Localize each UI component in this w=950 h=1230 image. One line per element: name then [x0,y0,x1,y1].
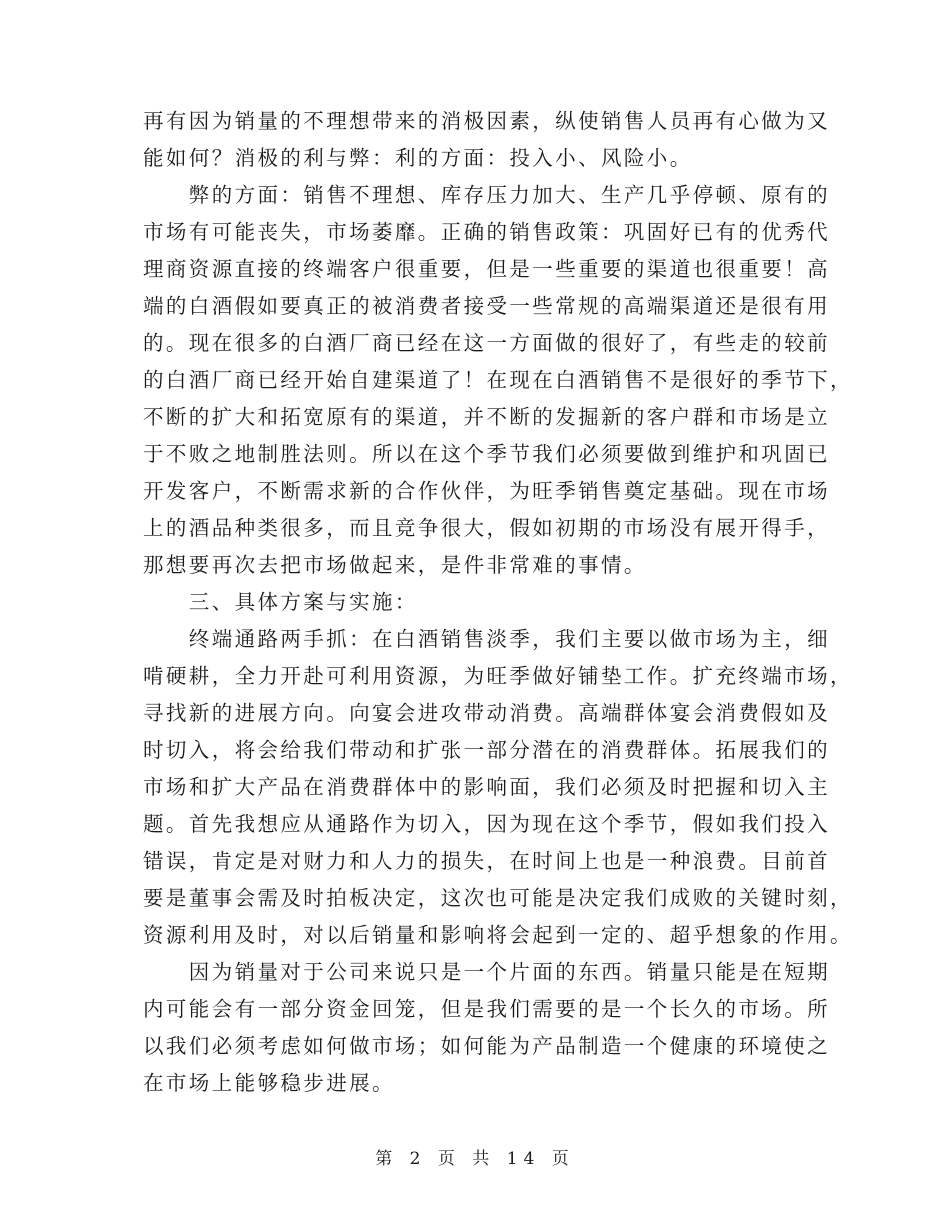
text-line: 终端通路两手抓：在白酒销售淡季，我们主要以做市场为主，细 [143,627,830,651]
text-line: 弊的方面：销售不理想、库存压力加大、生产几乎停顿、原有的 [143,183,830,207]
text-line: 的。现在很多的白酒厂商已经在这一方面做的很好了，有些走的较前 [143,331,830,355]
text-line: 理商资源直接的终端客户很重要，但是一些重要的渠道也很重要！高 [143,257,830,281]
text-line: 在市场上能够稳步进展。 [143,1071,395,1095]
page-number: 第 2 页 共 14 页 [375,1149,575,1169]
text-line: 市场有可能丧失，市场萎靡。正确的销售政策：巩固好已有的优秀代 [143,220,830,244]
text-line: 开发客户，不断需求新的合作伙伴，为旺季销售奠定基础。现在市场 [143,479,830,503]
text-line: 错误，肯定是对财力和人力的损失，在时间上也是一种浪费。目前首 [143,849,830,873]
text-line: 能如何？消极的利与弊：利的方面：投入小、风险小。 [143,146,693,170]
text-line: 不断的扩大和拓宽原有的渠道，并不断的发掘新的客户群和市场是立 [143,405,830,429]
body-text [143,103,853,1102]
text-line: 因为销量对于公司来说只是一个片面的东西。销量只能是在短期 [143,960,830,984]
text-line: 上的酒品种类很多，而且竞争很大，假如初期的市场没有展开得手， [143,516,830,540]
text-line: 那想要再次去把市场做起来，是件非常难的事情。 [143,553,647,577]
text-line: 市场和扩大产品在消费群体中的影响面，我们必须及时把握和切入主 [143,775,830,799]
text-line: 要是董事会需及时拍板决定，这次也可能是决定我们成败的关键时刻， [143,886,853,910]
text-line: 题。首先我想应从通路作为切入，因为现在这个季节，假如我们投入 [143,812,830,836]
section-heading: 三、具体方案与实施： [143,590,418,614]
text-line: 寻找新的进展方向。向宴会进攻带动消费。高端群体宴会消费假如及 [143,701,830,725]
text-line: 以我们必须考虑如何做市场；如何能为产品制造一个健康的环境使之 [143,1034,830,1058]
text-line: 啃硬耕，全力开赴可利用资源，为旺季做好铺垫工作。扩充终端市场， [143,664,853,688]
text-line: 再有因为销量的不理想带来的消极因素，纵使销售人员再有心做为又 [143,109,830,133]
text-line: 端的白酒假如要真正的被消费者接受一些常规的高端渠道还是很有用 [143,294,830,318]
text-line: 资源利用及时，对以后销量和影响将会起到一定的、超乎想象的作用。 [143,923,853,947]
text-line: 时切入，将会给我们带动和扩张一部分潜在的消费群体。拓展我们的 [143,738,830,762]
text-line: 内可能会有一部分资金回笼，但是我们需要的是一个长久的市场。所 [143,997,830,1021]
text-line: 于不败之地制胜法则。所以在这个季节我们必须要做到维护和巩固已 [143,442,830,466]
text-line: 的白酒厂商已经开始自建渠道了！在现在白酒销售不是很好的季节下， [143,368,853,392]
